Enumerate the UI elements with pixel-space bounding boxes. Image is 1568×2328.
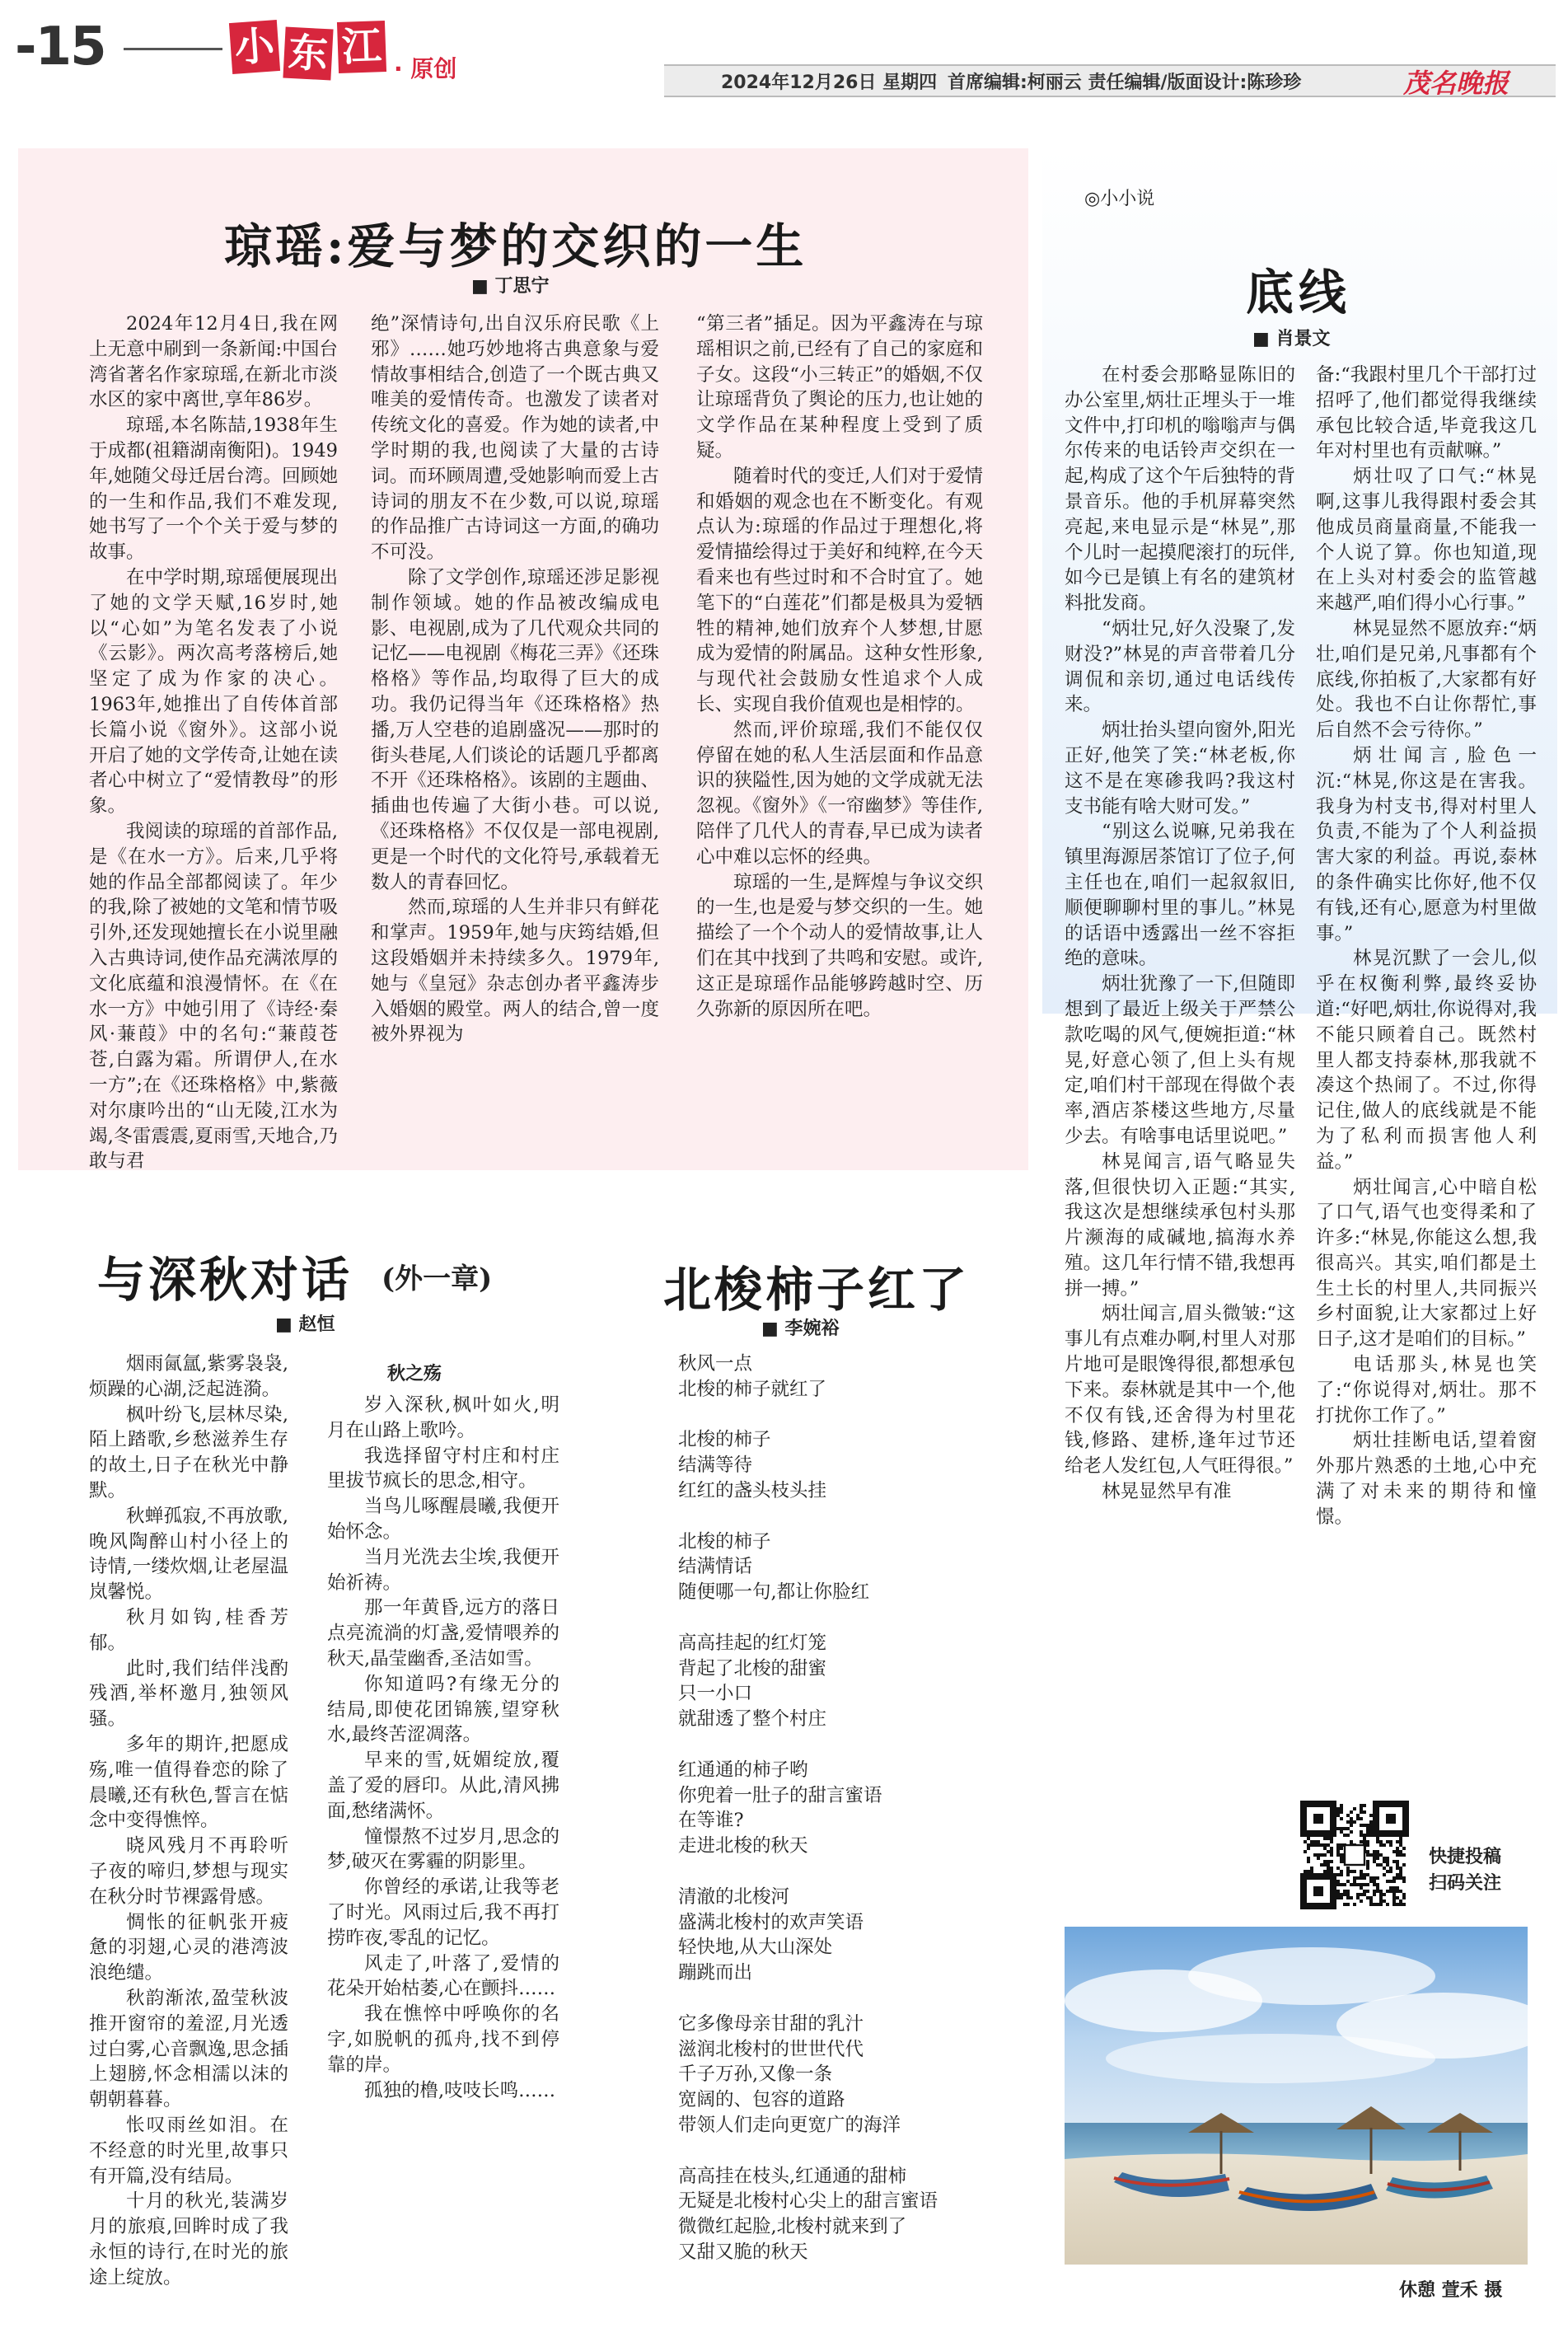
paragraph: “炳壮兄,好久没聚了,发财没?”林晃的声音带着几分调侃和亲切,通过电话线传来。 <box>1065 617 1295 716</box>
brand-char-3: 江 <box>337 21 386 73</box>
poem-line: 蹦跳而出 <box>678 1962 753 1984</box>
poem-line: 带领人们走向更宽广的海洋 <box>678 2114 901 2136</box>
paragraph: 林晃显然不愿放弃:“炳壮,咱们是兄弟,凡事都有个底线,你拍板了,大家都有好处。我也不白让你帮忙,事后自然不会亏待你。” <box>1316 617 1537 742</box>
poem-line: 秋风一点 <box>678 1353 753 1375</box>
article2-column-1 <box>1065 363 1295 1505</box>
paragraph: 炳壮叹了口气:“林晃啊,这事儿我得跟村委会其他成员商量商量,不能我一个人说了算。你也知道,现在上头对村委会的监管越来越严,咱们得小心行事。” <box>1316 466 1537 615</box>
article2-kicker: ◎小小说 <box>1084 189 1155 209</box>
poem-line: 背起了北梭的甜蜜 <box>678 1657 827 1679</box>
paragraph: 琼瑶,本名陈喆,1938年生于成都(祖籍湖南衡阳)。1949年,她随父母迁居台湾。回顾她的一生和作品,我们不难发现,她书写了一个个关于爱与梦的故事。 <box>89 415 338 564</box>
paragraph: 你知道吗?有缘无分的结局,即使花团锦簇,望穿秋水,最终苦涩凋落。 <box>327 1673 559 1746</box>
paragraph: 秋韵渐浓,盈莹秋波推开窗帘的羞涩,月光透过白雾,心音飘逸,思念插上翅膀,怀念相濡以沫的朝朝暮暮。 <box>89 1987 288 2111</box>
newspaper-logo: 茂名晚报 <box>1403 68 1509 99</box>
paragraph: 炳壮闻言,脸色一沉:“林晃,你这是在害我。我身为村支书,得对村里人负责,不能为了个人利益损害大家的利益。再说,泰林的条件确实比你好,他不仅有钱,还有心,愿意为村里做事。” <box>1316 744 1537 944</box>
poem-stanza <box>678 2012 975 2138</box>
paragraph: 在中学时期,琼瑶便展现出了她的文学天赋,16岁时,她以“心如”为笔名发表了小说《云影》。两次高考落榜后,她坚定了成为作家的决心。1963年,她推出了自传体首部长篇小说《窗外》。这部小说开启了她的文学传奇,让她在读者心中树立了“爱情教母”的形象。 <box>89 566 338 817</box>
poem-stanza <box>678 1885 975 1986</box>
paragraph: 当鸟儿啄醒晨曦,我便开始怀念。 <box>327 1496 559 1543</box>
page-number: -15 <box>15 16 105 77</box>
poem-stanza <box>678 1529 975 1605</box>
poem-line: 盛满北梭村的欢声笑语 <box>678 1911 864 1933</box>
paragraph: 那一年黄昏,远方的落日点亮流淌的灯盏,爱情喂养的秋天,晶莹幽香,圣洁如雪。 <box>327 1597 559 1670</box>
poem-line: 在等谁? <box>678 1810 744 1832</box>
paragraph: 2024年12月4日,我在网上无意中刷到一条新闻:中国台湾省著名作家琼瑶,在新北市淡水区的家中离世,享年86岁。 <box>89 313 338 411</box>
poem-stanza <box>678 1758 975 1859</box>
poem-line: 清澈的北梭河 <box>678 1885 790 1908</box>
article3-subtitle: (外一章) <box>381 1262 493 1295</box>
poem-line: 又甜又脆的秋天 <box>678 2241 808 2263</box>
article3-title: 与深秋对话 <box>97 1252 353 1308</box>
poem-line: 轻快地,从大山深处 <box>678 1937 833 1959</box>
poem-stanza <box>678 1351 975 1403</box>
paragraph: 我阅读的琼瑶的首部作品,是《在水一方》。后来,几乎将她的作品全部都阅读了。年少的我,除了被她的文笔和情节吸引外,还发现她擅长在小说里融入古典诗词,使作品充满浓厚的文化底蕴和浪漫情怀。在《在水一方》中她引用了《诗经·秦风·蒹葭》中的名句:“蒹葭苍苍,白露为霜。所谓伊人,在水一方”;在《还珠格格》中,紫薇对尔康吟出的“山无陵,江水为竭,冬雷震震,夏雨雪,天地合,乃敢与君 <box>89 820 338 1173</box>
paragraph: 绝”深情诗句,出自汉乐府民歌《上邪》……她巧妙地将古典意象与爱情故事相结合,创造了一个既古典又唯美的爱情传奇。也激发了读者对传统文化的喜爱。作为她的读者,中学时期的我,也阅读了大量的古诗词。而环顾周遭,受她影响而爱上古诗词的朋友不在少数,可以说,琼瑶的作品推广古诗词这一方面,的确功不可没。 <box>371 313 659 564</box>
paragraph: 枫叶纷飞,层林尽染,陌上踏歌,乡愁滋养生存的故土,日子在秋光中静默。 <box>89 1403 288 1501</box>
beach-photo <box>1065 1927 1528 2265</box>
paragraph: 林晃闻言,语气略显失落,但很快切入正题:“其实,我这次是想继续承包村头那片濒海的咸碱地,搞海水养殖。这几年行情不错,我想再拼一搏。” <box>1065 1150 1295 1300</box>
paragraph: 多年的期许,把愿成殇,唯一值得眷恋的除了晨曦,还有秋色,誓言在惦念中变得憔悴。 <box>89 1733 288 1832</box>
paragraph: 备:“我跟村里几个干部打过招呼了,他们都觉得我继续承包比较合适,毕竟我这几年对村里也有贡献嘛。” <box>1316 364 1537 462</box>
paragraph: 怅叹雨丝如泪。在不经意的时光里,故事只有开篇,没有结局。 <box>89 2114 288 2187</box>
poem-line: 高高挂起的红灯笼 <box>678 1632 827 1654</box>
paragraph: 随着时代的变迁,人们对于爱情和婚姻的观念也在不断变化。有观点认为:琼瑶的作品过于理想化,将爱情描绘得过于美好和纯粹,在今天看来也有些过时和不合时宜了。她笔下的“白莲花”们都是极具为爱牺牲的精神,她们放弃个人梦想,甘愿成为爱情的附属品。这种女性形象,与现代社会鼓励女性追求个人成长、实现自我价值观也是相悖的。 <box>696 465 983 715</box>
poem-line: 无疑是北梭村心尖上的甜言蜜语 <box>678 2190 938 2213</box>
paragraph: 电话那头,林晃也笑了:“你说得对,炳壮。那不打扰你工作了。” <box>1316 1354 1537 1426</box>
poem-stanza <box>678 2164 975 2265</box>
paragraph: 炳壮犹豫了一下,但随即想到了最近上级关于严禁公款吃喝的风气,便婉拒道:“林晃,好意心领了,但上头有规定,咱们村干部现在得做个表率,酒店茶楼这些地方,尽量少去。有啥事电话里说吧。” <box>1065 973 1295 1147</box>
article1-column-1 <box>89 311 338 1174</box>
issue-date: 2024年12月26日 星期四 <box>721 73 938 93</box>
paragraph: 风走了,叶落了,爱情的花朵开始枯萎,心在颤抖…… <box>327 1952 559 2000</box>
paragraph: 炳壮挂断电话,望着窗外那片熟悉的土地,心中充满了对未来的期待和憧憬。 <box>1316 1430 1537 1528</box>
paragraph: 林晃显然早有准 <box>1102 1481 1232 1503</box>
poem-line: 北梭的柿子就红了 <box>678 1378 827 1400</box>
paragraph: 岁入深秋,枫叶如火,明月在山路上歌吟。 <box>327 1394 559 1441</box>
paragraph: 然而,琼瑶的人生并非只有鲜花和掌声。1959年,她与庆筠结婚,但这段婚姻并未持续多久。1979年,她与《皇冠》杂志创办者平鑫涛步入婚姻的殿堂。两人的结合,曾一度被外界视为 <box>371 897 659 1046</box>
article3-section-heading: 秋之殇 <box>387 1364 442 1384</box>
poem-line: 它多像母亲甘甜的乳汁 <box>678 2012 864 2035</box>
article1-column-2 <box>371 311 659 1047</box>
qr-label-follow: 扫码关注 <box>1429 1873 1502 1894</box>
poem-stanza <box>678 1631 975 1732</box>
article1-title: 琼瑶:爱与梦的交织的一生 <box>224 218 807 274</box>
poem-line: 红通通的柿子哟 <box>678 1759 808 1781</box>
brand-char-2: 东 <box>283 27 333 81</box>
poem-line: 微微红起脸,北梭村就来到了 <box>678 2216 907 2238</box>
poem-line: 红红的盏头枝头挂 <box>678 1479 827 1501</box>
paragraph: 早来的雪,妩媚绽放,覆盖了爱的唇印。从此,清风拂面,愁绪满怀。 <box>327 1750 559 1822</box>
paragraph: 然而,评价琼瑶,我们不能仅仅停留在她的私人生活层面和作品意识的狭隘性,因为她的文学成就无法忽视。《窗外》《一帘幽梦》等佳作,陪伴了几代人的青春,早已成为读者心中难以忘怀的经典。 <box>696 719 983 868</box>
paragraph: 除了文学创作,琼瑶还涉足影视制作领域。她的作品被改编成电影、电视剧,成为了几代观众共同的记忆——电视剧《梅花三弄》《还珠格格》等作品,均取得了巨大的成功。我仍记得当年《还珠格格》热播,万人空巷的追剧盛况——那时的街头巷尾,人们谈论的话题几乎都离不开《还珠格格》。该剧的主题曲、插曲也传遍了大街小巷。可以说,《还珠格格》不仅仅是一部电视剧,更是一个时代的文化符号,承载着无数人的青春回忆。 <box>371 566 659 893</box>
article2-author: ■ 肖景文 <box>1252 329 1331 349</box>
paragraph: 晓风残月不再聆听子夜的啼归,梦想与现实在秋分时节裸露骨感。 <box>89 1835 288 1908</box>
poem-stanza <box>678 1427 975 1503</box>
photo-caption: 休憩 萱禾 摄 <box>1399 2280 1503 2301</box>
poem-line: 高高挂在枝头,红通通的甜柿 <box>678 2165 907 2187</box>
paragraph: 秋蝉孤寂,不再放歌,晚风陶醉山村小径上的诗情,一缕炊烟,让老屋温岚馨悦。 <box>89 1505 288 1604</box>
paragraph: 当月光洗去尘埃,我便开始祈祷。 <box>327 1546 559 1594</box>
paragraph: 你曾经的承诺,让我等老了时光。风雨过后,我不再打捞昨夜,零乱的记忆。 <box>327 1876 559 1949</box>
paragraph: 我在憔悴中呼唤你的名字,如脱帆的孤舟,找不到停靠的岸。 <box>327 2003 559 2076</box>
paragraph: “别这么说嘛,兄弟我在镇里海源居茶馆订了位子,何主任也在,咱们一起叙叙旧,顺便聊聊村里的事儿。”林晃的话语中透露出一丝不容拒绝的意味。 <box>1065 821 1295 970</box>
brand-char-1: 小 <box>229 20 280 74</box>
poem-line: 随便哪一句,都让你脸红 <box>678 1581 870 1604</box>
poem-line: 只一小口 <box>678 1683 753 1705</box>
article3-column-1 <box>89 1351 288 2290</box>
paragraph: 林晃沉默了一会儿,似乎在权衡利弊,最终妥协道:“好吧,炳壮,你说得对,我不能只顾着自己。既然村里人都支持泰林,那我就不凑这个热闹了。不过,你得记住,做人的底线就是不能为了私利而损害他人利益。” <box>1316 948 1537 1173</box>
paragraph: 惆怅的征帆张开疲惫的羽翅,心灵的港湾波浪绝缱。 <box>89 1911 288 1984</box>
poem-line: 滋润北梭村的世世代代 <box>678 2038 864 2060</box>
paragraph: 我选择留守村庄和村庄里拔节疯长的思念,相守。 <box>327 1445 559 1492</box>
paragraph: 炳壮闻言,心中暗自松了口气,语气也变得柔和了许多:“林晃,你能这么想,我很高兴。其实,咱们都是土生土长的村里人,共同振兴乡村面貌,让大家都过上好日子,这才是咱们的目标。” <box>1316 1176 1537 1351</box>
poem-line: 结满等待 <box>678 1454 753 1477</box>
paragraph: 炳壮抬头望向窗外,阳光正好,他笑了笑:“林老板,你这不是在寒碜我吗?我这村支书能有啥大财可发。” <box>1065 719 1295 817</box>
paragraph: 孤独的橹,吱吱长鸣…… <box>364 2079 556 2101</box>
poem-line: 你兜着一肚子的甜言蜜语 <box>678 1784 882 1806</box>
section-name: · 原创 <box>394 55 457 82</box>
paragraph: 炳壮闻言,眉头微皱:“这事儿有点难办啊,村里人对那片地可是眼馋得很,都想承包下来。泰林就是其中一个,他不仅有钱,还舍得为村里花钱,修路、建桥,逢年过节还给老人发红包,人气旺得很。” <box>1065 1303 1295 1478</box>
poem-line: 就甜透了整个村庄 <box>678 1708 827 1731</box>
header-rule <box>124 48 222 50</box>
editor-credits: 首席编辑:柯丽云 责任编辑/版面设计:陈珍珍 <box>948 73 1302 93</box>
paragraph: 烟雨氤氲,紫雾袅袅,烦躁的心湖,泛起涟漪。 <box>89 1353 288 1400</box>
poem-line: 结满情话 <box>678 1556 753 1578</box>
paragraph: “第三者”插足。因为平鑫涛在与琼瑶相识之前,已经有了自己的家庭和子女。这段“小三转正”的婚姻,不仅让琼瑶背负了舆论的压力,也让她的文学作品在某种程度上受到了质疑。 <box>696 313 983 461</box>
paragraph: 十月的秋光,装满岁月的旅痕,回眸时成了我永恒的诗行,在时光的旅途上绽放。 <box>89 2190 288 2288</box>
qr-code-icon[interactable] <box>1300 1801 1409 1909</box>
paragraph: 秋月如钩,桂香芳郁。 <box>89 1606 288 1654</box>
poem-line: 走进北梭的秋天 <box>678 1835 808 1857</box>
article2-title: 底线 <box>1246 265 1352 321</box>
poem-line: 千子万孙,又像一条 <box>678 2063 833 2086</box>
poem-line: 北梭的柿子 <box>678 1429 771 1451</box>
paragraph: 此时,我们结伴浅酌残酒,举杯邀月,独领风骚。 <box>89 1657 288 1731</box>
article4-poem <box>678 1351 975 2290</box>
poem-line: 北梭的柿子 <box>678 1530 771 1553</box>
article1-author: ■ 丁思宁 <box>471 276 550 297</box>
article4-author: ■ 李婉裕 <box>761 1319 840 1339</box>
article3-author: ■ 赵恒 <box>275 1314 335 1335</box>
paragraph: 憧憬熬不过岁月,思念的梦,破灭在雾霾的阴影里。 <box>327 1825 559 1873</box>
paragraph: 琼瑶的一生,是辉煌与争议交织的一生,也是爱与梦交织的一生。她描绘了一个个动人的爱情故事,让人们在其中找到了共鸣和安慰。或许,这正是琼瑶作品能够跨越时空、历久弥新的原因所在吧。 <box>696 871 983 1020</box>
article1-column-3 <box>696 311 983 1022</box>
poem-line: 宽阔的、包容的道路 <box>678 2089 845 2111</box>
article4-title: 北梭柿子红了 <box>663 1262 971 1318</box>
paragraph: 在村委会那略显陈旧的办公室里,炳壮正埋头于一堆文件中,打印机的嗡嗡声与偶尔传来的电话铃声交织在一起,构成了这个午后独特的背景音乐。他的手机屏幕突然亮起,来电显示是“林晃”,那个儿时一起摸爬滚打的玩伴,如今已是镇上有名的建筑材料批发商。 <box>1065 364 1295 615</box>
article2-column-2 <box>1316 363 1537 1530</box>
qr-label-submit: 快捷投稿 <box>1429 1847 1502 1867</box>
article3-column-2 <box>327 1393 559 2103</box>
